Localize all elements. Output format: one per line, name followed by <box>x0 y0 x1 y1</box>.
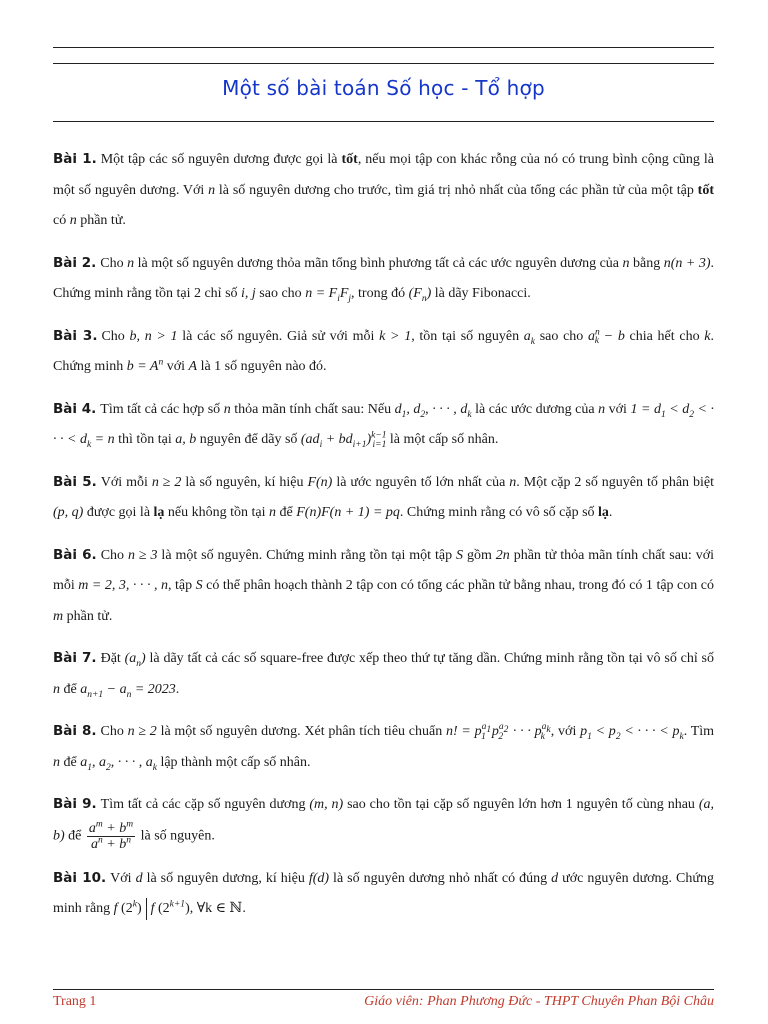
term-good: tốt <box>697 182 714 198</box>
math-sup <box>481 722 492 736</box>
math-part: a <box>80 754 88 770</box>
math: A <box>188 359 198 374</box>
math: b, n > 1 <box>129 328 178 344</box>
text: , tập <box>167 578 196 593</box>
math-sub: 1 <box>486 725 492 736</box>
text: là dãy tất cả các số square-free được xếp theo thứ tự tăng dần. Chứng minh rằng tồn tại vô số chỉ số <box>145 651 715 666</box>
math-part: a <box>91 836 99 852</box>
math-part: d <box>413 401 421 417</box>
term-good: tốt <box>341 152 358 167</box>
math: i, j <box>241 286 256 301</box>
math-sub: n <box>126 689 132 700</box>
text: . Chứng minh rằng có vô số cặp số <box>399 505 599 520</box>
math: d <box>135 870 143 886</box>
math-part: n! = p <box>445 724 482 739</box>
title-rule <box>53 121 714 122</box>
math <box>580 724 684 742</box>
problem-1 <box>53 144 714 237</box>
math-sup <box>498 722 509 736</box>
math: n <box>223 401 231 417</box>
problem-label: Bài 5. <box>53 473 97 490</box>
problem-10 <box>53 863 714 925</box>
math: n <box>69 213 77 228</box>
text: là một số nguyên. Chứng minh rằng tồn tại một tập <box>157 547 457 563</box>
text: là các ước dương của <box>471 401 599 417</box>
math-part: f <box>150 901 155 917</box>
page-title: Một số bài toán Số học - Tổ hợp <box>222 76 545 100</box>
math: f(d) <box>308 870 330 886</box>
math: n <box>509 474 517 490</box>
fraction-denominator <box>87 834 135 852</box>
math-part: d <box>460 401 468 417</box>
term-strange: lạ <box>153 505 165 520</box>
math-part: − a <box>103 681 127 697</box>
math-part: + b <box>102 820 127 836</box>
text: thỏa mãn tính chất sau: Nếu <box>230 401 395 417</box>
problem-label: Bài 7. <box>53 650 97 666</box>
math-part: a <box>481 722 487 733</box>
problem-2 <box>53 248 714 310</box>
problem-4 <box>53 394 714 456</box>
problem-label: Bài 4. <box>53 400 97 417</box>
text: là một số nguyên dương thỏa mãn tổng bình phương tất cả các ước nguyên dương của <box>134 255 623 271</box>
math: n ≥ 2 <box>127 724 157 739</box>
text: là số nguyên. <box>137 828 215 844</box>
text: . <box>608 505 613 520</box>
math <box>124 651 146 669</box>
text: Cho <box>100 547 128 563</box>
top-rule-2 <box>53 63 714 64</box>
math-sub: 1 <box>481 731 486 742</box>
math: m = 2, 3, · · · , n <box>78 578 168 593</box>
math-part: a <box>523 328 531 344</box>
text: nguyên để dãy số <box>196 432 301 447</box>
text: để <box>276 505 297 520</box>
text: thì tồn tại <box>114 432 176 447</box>
text: Một tập các số nguyên dương được gọi là <box>100 152 342 167</box>
math-part: a <box>88 820 96 836</box>
math-part: < · · · < d <box>53 401 714 447</box>
text: phần tử. <box>76 213 126 228</box>
math-sup: n <box>126 834 131 845</box>
text: để <box>60 754 81 770</box>
text: ước nguyên dương. Chứng minh rằng <box>53 870 714 917</box>
math: n <box>53 681 60 697</box>
math <box>300 430 387 450</box>
text: . Chứng minh <box>53 328 714 374</box>
math <box>445 722 551 742</box>
text: . Tìm <box>683 724 715 739</box>
math-sup: m <box>95 818 103 829</box>
math: n ≥ 3 <box>127 547 158 563</box>
math-part: F <box>339 286 349 301</box>
math: (a, b) <box>53 797 714 844</box>
problem-6 <box>53 540 714 633</box>
text: Cho <box>100 724 128 739</box>
text: gồm <box>463 547 496 563</box>
math-part: = 2023 <box>131 681 176 697</box>
math-sup: k−1 <box>371 430 387 441</box>
math: n <box>269 505 277 520</box>
text: là ước nguyên tố lớn nhất của <box>332 474 510 490</box>
math-part: ) <box>366 432 372 447</box>
math-sup: n <box>158 357 164 368</box>
text: là số nguyên, kí hiệu <box>181 474 308 490</box>
math-part: = n <box>91 432 115 447</box>
text: . Một cặp 2 số nguyên tố phân biệt <box>516 474 714 490</box>
text: Cho <box>101 328 130 344</box>
page-number: Trang 1 <box>53 994 97 1009</box>
math-sub: k <box>540 731 545 742</box>
math-sup: k <box>132 899 137 910</box>
text: có <box>53 213 70 228</box>
author-credit: Giáo viên: Phan Phương Đức - THPT Chuyên Phan Bội Châu <box>364 994 714 1009</box>
math: d <box>551 870 559 886</box>
math-part: f <box>113 901 118 917</box>
math-part: a <box>80 681 88 697</box>
math-sub: j <box>348 293 352 304</box>
math-sub: 2 <box>105 762 111 773</box>
math-part: ) <box>136 901 142 917</box>
math-sup: m <box>126 818 134 829</box>
text: . <box>175 681 180 697</box>
math: n <box>208 182 216 198</box>
text: , nếu mọi tập con khác rỗng của nó có trung bình cộng cũng là một số nguyên dương. Với <box>53 152 715 198</box>
problem-8 <box>53 716 714 778</box>
top-rule-1 <box>53 47 714 48</box>
text: Với <box>110 870 136 886</box>
problem-label: Bài 10. <box>53 869 107 886</box>
text: phần tử. <box>63 608 113 624</box>
math: n(n + 3) <box>663 255 711 271</box>
math-sub: 1 <box>587 731 592 742</box>
math-sub: 1 <box>401 409 407 420</box>
math-sub: n+1 <box>87 689 104 700</box>
math-part: ) <box>141 651 146 666</box>
math: n ≥ 2 <box>151 474 182 490</box>
math-sub: k <box>467 409 472 420</box>
math-sub: k <box>546 725 551 736</box>
text: nếu không tồn tại <box>164 505 270 520</box>
problem-label: Bài 9. <box>53 796 97 812</box>
math: S <box>195 578 203 593</box>
math-sup: n <box>595 326 600 337</box>
text: , trong đó <box>351 286 409 301</box>
problem-label: Bài 1. <box>53 151 97 167</box>
math-part: a <box>541 722 547 733</box>
math-sub: k <box>530 336 535 347</box>
math-part: n = F <box>305 286 338 301</box>
math-part: p <box>491 724 499 739</box>
math-part: + b <box>102 836 127 852</box>
text: được gọi là <box>83 505 154 520</box>
text: Tìm tất cả các cặp số nguyên dương <box>100 797 310 812</box>
fraction <box>87 818 135 852</box>
math: k <box>704 328 711 344</box>
term-strange: lạ <box>598 505 609 520</box>
text: với <box>163 359 189 374</box>
math-part: (F <box>408 286 422 301</box>
math-part: < d <box>665 401 690 417</box>
footer-rule <box>53 989 714 990</box>
text: , tồn tại số nguyên <box>411 328 524 344</box>
math-part: < · · · < p <box>620 724 680 739</box>
math <box>523 328 535 347</box>
math: S <box>456 547 464 563</box>
math-sub: 2 <box>498 731 504 742</box>
math: $d_1$, $d_2$, · · · , $d_k$ <box>394 401 472 420</box>
math-sub: 2 <box>615 731 621 742</box>
text: lập thành một cấp số nhân. <box>156 754 311 770</box>
text: , với <box>550 724 581 739</box>
math: a, b <box>175 432 197 447</box>
math-sup: n <box>98 834 103 845</box>
text: là số nguyên dương nhỏ nhất có đúng <box>329 870 552 886</box>
math-part: , a <box>91 754 106 770</box>
text: sao cho <box>535 328 588 344</box>
text: sao cho tồn tại cặp số nguyên lớn hơn 1 nguyên tố cùng nhau <box>343 797 699 812</box>
math-sub: i+1 <box>352 439 367 450</box>
math-sub: k <box>594 336 599 347</box>
math-part: d <box>394 401 402 417</box>
text: Đặt <box>100 651 125 666</box>
math-part: ) <box>426 286 432 301</box>
math-part: a <box>588 328 595 344</box>
text: có thể phân hoạch thành 2 tập con có tổng các phần tử bằng nhau, trong đó có 1 tập con có <box>202 578 714 593</box>
math: F(n)F(n + 1) = pq <box>296 505 400 520</box>
math-sub: 2 <box>420 409 426 420</box>
problem-5 <box>53 467 714 529</box>
text: là các số nguyên. Giả sử với mỗi <box>177 328 380 344</box>
math-part: p <box>580 724 588 739</box>
math: (m, n) <box>309 797 344 812</box>
text: là một số nguyên dương. Xét phân tích tiêu chuẩn <box>156 724 446 739</box>
math-part: (ad <box>300 432 320 447</box>
math-sub: 1 <box>660 409 666 420</box>
math <box>305 286 352 304</box>
problem-label: Bài 6. <box>53 546 97 563</box>
math-part: , · · · , a <box>110 754 153 770</box>
text: sao cho <box>255 286 306 301</box>
math-part: + bd <box>322 432 353 447</box>
math <box>588 326 625 347</box>
math: n <box>598 401 606 417</box>
math <box>80 681 176 700</box>
math: n <box>53 754 60 770</box>
math-part: a <box>498 722 504 733</box>
math-sub: k <box>86 439 92 450</box>
math: F(n) <box>307 474 333 490</box>
math-part: (a <box>124 651 137 666</box>
math-sub: k <box>152 762 157 773</box>
math-part: · · · p <box>509 724 542 739</box>
text: Cho <box>100 255 128 271</box>
divides-bar <box>146 898 147 920</box>
math: (p, q) <box>53 505 84 520</box>
page-footer <box>53 994 714 1010</box>
text: bằng <box>629 255 664 271</box>
text: là số nguyên dương, kí hiệu <box>142 870 309 886</box>
text: chia hết cho <box>624 328 705 344</box>
math-sub: i <box>319 439 323 450</box>
math-sub: i=1 <box>372 439 387 450</box>
text: là 1 số nguyên nào đó. <box>197 359 327 374</box>
math-part: 1 = d <box>630 401 661 417</box>
math-sub: 2 <box>503 725 509 736</box>
math-part: − b <box>598 328 625 344</box>
math-part: < p <box>591 724 616 739</box>
text: là dãy Fibonacci. <box>431 286 531 301</box>
math: n <box>127 255 135 271</box>
math-sub: 2 <box>689 409 694 420</box>
text: Tìm tất cả các hợp số <box>100 401 224 417</box>
math-sup <box>541 722 551 736</box>
problem-list <box>53 144 714 936</box>
problem-9 <box>53 789 714 852</box>
math-sub: n <box>421 293 427 304</box>
problem-label: Bài 3. <box>53 327 98 344</box>
math <box>127 359 164 374</box>
math: k > 1 <box>379 328 412 344</box>
problem-3 <box>53 321 714 383</box>
problem-label: Bài 8. <box>53 723 97 739</box>
math-sub: i <box>337 293 340 304</box>
math: n <box>622 255 630 271</box>
math-part: , ∀k ∈ ℕ. <box>189 901 246 917</box>
problem-label: Bài 2. <box>53 254 97 271</box>
math <box>114 901 246 916</box>
math-sub: k <box>679 731 684 742</box>
math-part: (2 <box>158 901 170 917</box>
text: Với mỗi <box>100 474 152 490</box>
math <box>408 286 432 304</box>
math-sub: 1 <box>87 762 92 773</box>
math: 2n <box>495 547 510 563</box>
text: với <box>605 401 631 417</box>
math-sup: k+1 <box>169 899 186 910</box>
text: . Chứng minh rằng tồn tại 2 chỉ số <box>53 255 715 301</box>
text: để <box>64 828 85 844</box>
text: là số nguyên dương cho trước, tìm giá trị nhỏ nhất của tổng các phần tử của một tập <box>215 182 698 198</box>
math-part: b = A <box>126 359 159 374</box>
text: phần tử thỏa mãn tính chất sau: với mỗi <box>53 547 715 593</box>
problem-7 <box>53 643 714 705</box>
text: để <box>60 681 81 697</box>
math-part: (2 <box>121 901 133 917</box>
math <box>80 754 157 773</box>
math-sub: n <box>136 658 142 669</box>
text: là một cấp số nhân. <box>386 432 499 447</box>
math-part: ) <box>185 901 190 917</box>
math: m <box>53 608 64 624</box>
